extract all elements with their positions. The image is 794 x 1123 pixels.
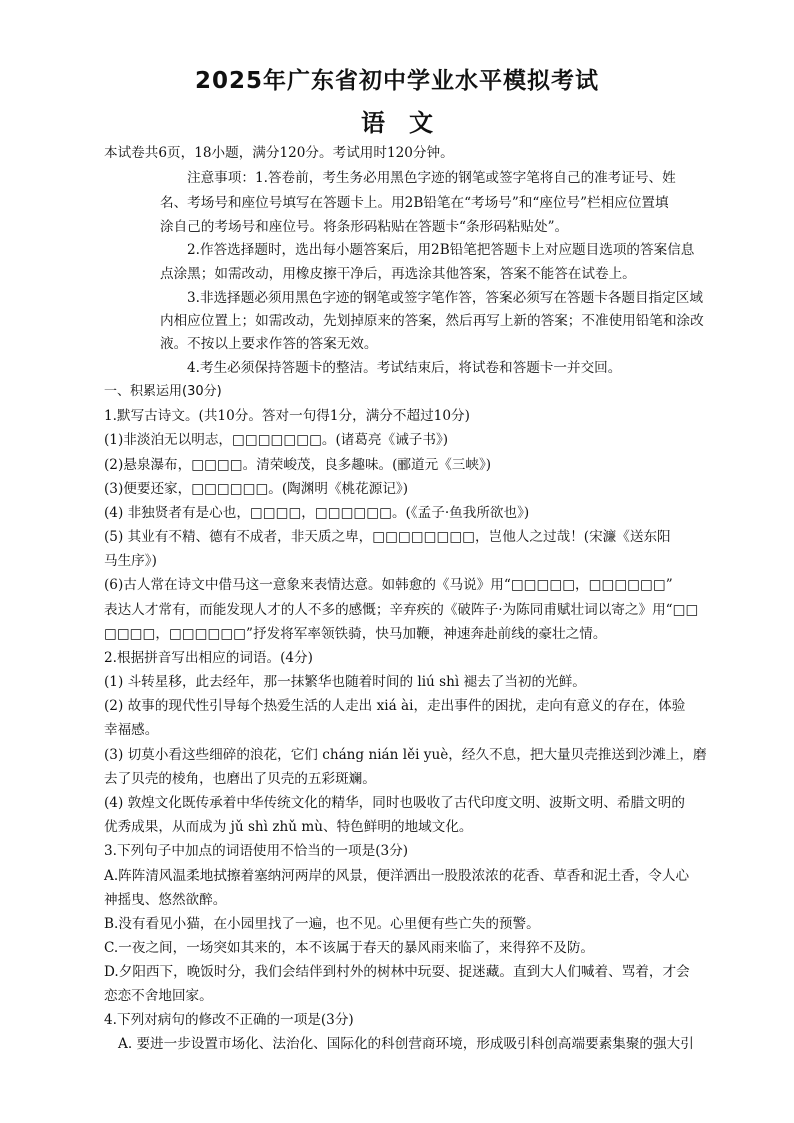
- question-3-stem: 3.下列句子中加点的词语使用不恰当的一项是(3分): [104, 843, 409, 859]
- option-line: 神摇曳、悠然欲醉。: [104, 892, 227, 908]
- subject-heading: 语 文: [361, 109, 433, 137]
- question-line: (5) 其业有不精、德有不成者，非天质之卑，□□□□□□□□，岂他人之过哉！(宋濂《送东阳: [104, 529, 671, 545]
- notice-line: 注意事项：1.答卷前，考生务必用黑色字迹的钢笔或签字笔将自己的准考证号、姓: [187, 170, 676, 186]
- option-line: C.一夜之间，一场突如其来的，本不该属于春天的暴风雨来临了，来得猝不及防。: [104, 940, 595, 956]
- question-line: (1) 斗转星移，此去经年，那一抹繁华也随着时间的 liú shì 褪去了当初的光鲜。: [104, 674, 586, 690]
- question-line: (6)古人常在诗文中借马这一意象来表情达意。如韩愈的《马说》用“□□□□□，□□□□□□”: [104, 577, 673, 593]
- question-line: (4) 非独贤者有是心也，□□□□，□□□□□□。(《孟子·鱼我所欲也》): [104, 505, 530, 521]
- option-line: 恋恋不舍地回家。: [104, 988, 213, 1004]
- section-heading: 一、积累运用(30分): [104, 384, 222, 399]
- notice-line: 点涂黑；如需改动，用橡皮擦干净后，再选涂其他答案，答案不能答在试卷上。: [160, 266, 636, 282]
- option-line: D.夕阳西下，晚饭时分，我们会结伴到村外的树林中玩耍、捉迷藏。直到大人们喊着、骂着，才会: [104, 964, 690, 980]
- exam-summary: 本试卷共6页，18小题，满分120分。考试用时120分钟。: [104, 145, 454, 161]
- question-4-stem: 4.下列对病句的修改不正确的一项是(3分): [104, 1012, 354, 1028]
- notice-line: 内相应位置上；如需改动，先划掉原来的答案，然后再写上新的答案；不准使用铅笔和涂改: [160, 313, 704, 329]
- question-2-stem: 2.根据拼音写出相应的词语。(4分): [104, 650, 313, 666]
- question-line: (3)便要还家，□□□□□□。(陶渊明《桃花源记》): [104, 481, 409, 497]
- option-line: A.阵阵清风温柔地拭擦着塞纳河两岸的风景，便洋洒出一股股浓浓的花香、草香和泥土香，令人心: [104, 868, 690, 884]
- exam-title: 2025年广东省初中学业水平模拟考试: [194, 68, 599, 94]
- question-line: 马生序》): [104, 553, 157, 569]
- question-line: 去了贝壳的棱角，也磨出了贝壳的五彩斑斓。: [104, 771, 376, 787]
- notice-line: 液。不按以上要求作答的答案无效。: [160, 336, 378, 352]
- option-line: B.没有看见小猫，在小园里找了一遍，也不见。心里便有些亡失的预警。: [104, 916, 540, 932]
- question-line: (4) 敦煌文化既传承着中华传统文化的精华，同时也吸收了古代印度文明、波斯文明、希腊文明的: [104, 795, 685, 811]
- question-line: □□□□，□□□□□□”抒发将军率领铁骑，快马加鞭，神速奔赴前线的豪壮之情。: [104, 626, 607, 642]
- notice-line: 2.作答选择题时，选出每小题答案后，用2B铅笔把答题卡上对应题目选项的答案信息: [187, 242, 695, 258]
- question-line: 幸福感。: [104, 722, 159, 738]
- notice-line: 名、考场号和座位号填写在答题卡上。用2B铅笔在“考场号”和“座位号”栏相应位置填: [160, 195, 669, 211]
- question-1-stem: 1.默写古诗文。(共10分。答对一句得1分，满分不超过10分): [104, 408, 470, 424]
- notice-line: 涂自己的考场号和座位号。将条形码粘贴在答题卡“条形码粘贴处”。: [160, 219, 569, 235]
- question-line: 表达人才常有，而能发现人才的人不多的感慨；辛弃疾的《破阵子·为陈同甫赋壮词以寄之》用“□□: [104, 602, 699, 618]
- notice-line: 4.考生必须保持答题卡的整洁。考试结束后，将试卷和答题卡一并交回。: [187, 360, 622, 376]
- question-line: (2)悬泉瀑布，□□□□。清荣峻茂，良多趣味。(郦道元《三峡》): [104, 457, 492, 473]
- option-line: A. 要进一步设置市场化、法治化、国际化的科创营商环境，形成吸引科创高端要素集聚的强大引: [118, 1036, 694, 1052]
- question-line: 优秀成果，从而成为 jǔ shì zhǔ mù、特色鲜明的地域文化。: [104, 819, 473, 835]
- notice-line: 3.非选择题必须用黑色字迹的钢笔或签字笔作答，答案必须写在答题卡各题目指定区域: [187, 290, 703, 306]
- question-line: (1)非淡泊无以明志，□□□□□□□。(诸葛亮《诫子书》): [104, 432, 449, 448]
- question-line: (2) 故事的现代性引导每个热爱生活的人走出 xiá ài，走出事件的困扰，走向有意义的存在，体验: [104, 698, 686, 714]
- question-line: (3) 切莫小看这些细碎的浪花，它们 cháng nián lěi yuè，经久不息，把大量贝壳推送到沙滩上，磨: [104, 747, 707, 763]
